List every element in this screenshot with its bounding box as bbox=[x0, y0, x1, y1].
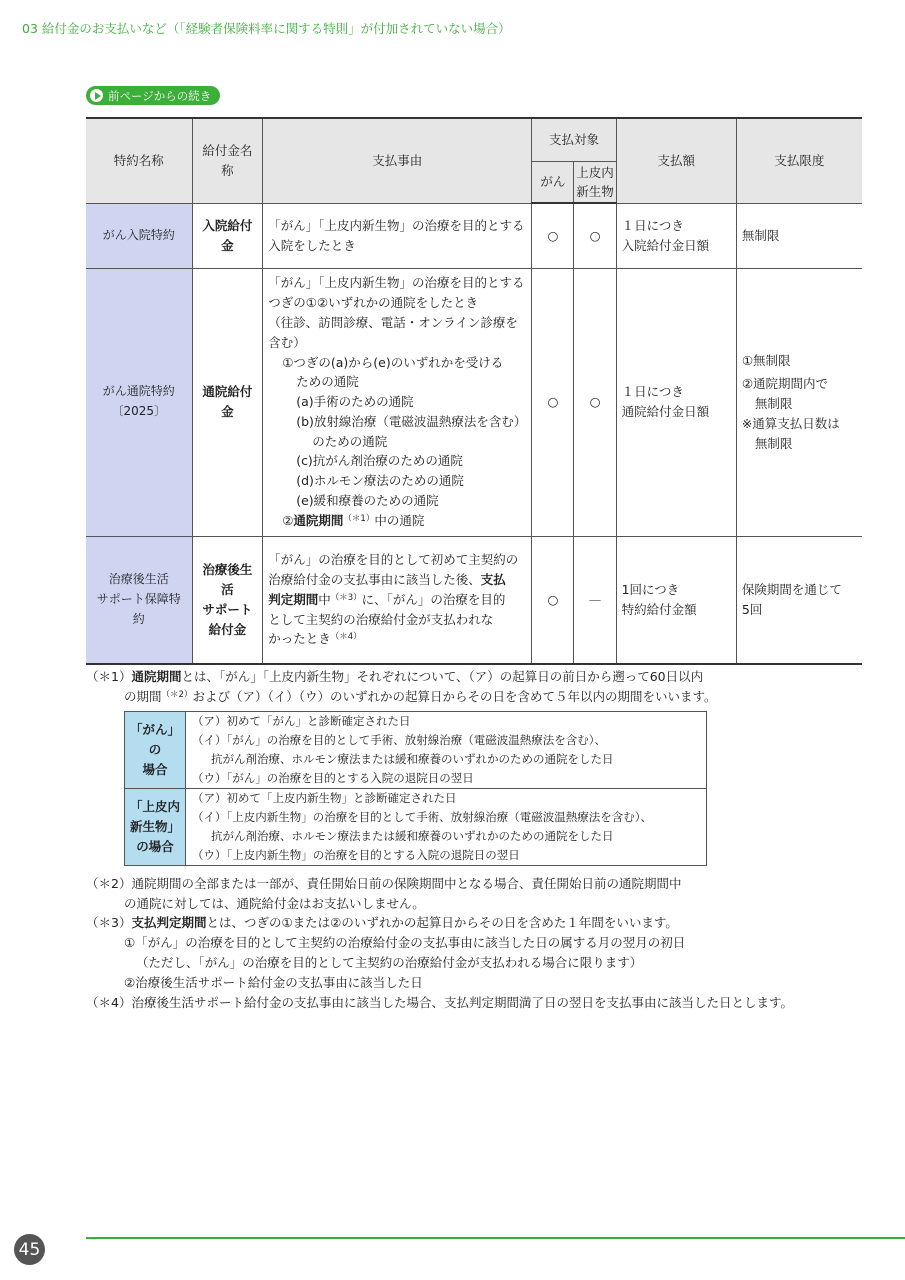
target-cancer-mark: ○ bbox=[532, 203, 574, 268]
target-intra-mark: ○ bbox=[574, 203, 616, 268]
header-target-cancer: がん bbox=[532, 161, 574, 203]
payment-reason: 「がん」「上皮内新生物」の治療を目的とする つぎの①②いずれかの通院をしたとき （往診、訪問診療、電話・オンライン診療を 含む） ①つぎの(a)から(e)のいずれかを受ける ための通院 (a)手術のための通院 (b)放射線治療（電磁波温熱療法を含む） のための通院 (c)抗がん剤治療のための通院 (d)ホルモン療法のための通院 (e)緩和療養のための通院 ②通院期間$^{(*1)}$中の通院 bbox=[263, 268, 532, 536]
continued-label: 前ページからの続き bbox=[108, 88, 212, 103]
intra-case-dates: （ア）初めて「上皮内新生物」と診断確定された日 （イ）「上皮内新生物」の治療を目的として手術、放射線治療（電磁波温熱療法を含む）、 抗がん剤治療、ホルモン療法または緩和療養のいずれかのための通院をした日 （ウ）「上皮内新生物」の治療を目的とする入院の退院日の翌日 bbox=[186, 789, 707, 866]
note-3: （＊3）支払判定期間とは、つぎの①または②のいずれかの起算日からその日を含めた１年間をいいます。 ①「がん」の治療を目的として主契約の治療給付金の支払事由に該当した日の属する月の翌月の初日 （ただし、「がん」の治療を目的として主契約の治療給付金が支払われる場合に限ります） ②治療後生活サポート給付金の支払事由に該当した日 bbox=[86, 915, 686, 990]
cancer-case-label: 「がん」の 場合 bbox=[125, 712, 186, 789]
target-intra-mark: — bbox=[574, 536, 616, 664]
target-cancer-mark: ○ bbox=[532, 268, 574, 536]
note-4: （＊4）治療後生活サポート給付金の支払事由に該当した場合、支払判定期間満了日の翌日を支払事由に該当した日とします。 bbox=[86, 995, 793, 1010]
payment-table bbox=[86, 117, 862, 665]
payment-reason: 「がん」の治療を目的として初めて主契約の 治療給付金の支払事由に該当した後、支払 判定期間中$^{(*3)}$に、「がん」の治療を目的 として主契約の治療給付金が支払われな かったとき$^{(*4)}$ bbox=[263, 536, 532, 664]
benefit-name: 入院給付金 bbox=[192, 203, 263, 268]
cancer-case-dates: （ア）初めて「がん」と診断確定された日 （イ）「がん」の治療を目的として手術、放射線治療（電磁波温熱療法を含む）、 抗がん剤治療、ホルモン療法または緩和療養のいずれかのための通院をした日 （ウ）「がん」の治療を目的とする入院の退院日の翌日 bbox=[186, 712, 707, 789]
target-intra-mark: ○ bbox=[574, 268, 616, 536]
table-row bbox=[86, 536, 862, 664]
header-rider-name: 特約名称 bbox=[86, 118, 192, 203]
rider-name: がん通院特約 〔2025〕 bbox=[86, 268, 192, 536]
note-1: （＊1）通院期間とは、「がん」「上皮内新生物」それぞれについて、（ア）の起算日の前日から遡って60日以内 の期間$^{(*2)}$および（ア）（イ）（ウ）のいずれかの起算日からその日を含めて５年以内の期間をいいます。 bbox=[86, 669, 717, 704]
note-2: （＊2）通院期間の全部または一部が、責任開始日前の保険期間中となる場合、責任開始日前の通院期間中 の通院に対しては、通院給付金はお支払いしません。 bbox=[86, 876, 682, 911]
payment-limit: ①無制限 ②通院期間内で 無制限 ※通算支払日数は 無制限 bbox=[736, 268, 862, 536]
header-amount: 支払額 bbox=[616, 118, 736, 203]
target-cancer-mark: ○ bbox=[532, 536, 574, 664]
benefit-name: 通院給付金 bbox=[192, 268, 263, 536]
continued-badge bbox=[86, 86, 220, 105]
benefit-name: 治療後生活 サポート 給付金 bbox=[192, 536, 263, 664]
header-limit: 支払限度 bbox=[736, 118, 862, 203]
header-benefit-name: 給付金名称 bbox=[192, 118, 263, 203]
page-number: 45 bbox=[14, 1234, 45, 1265]
play-icon bbox=[90, 89, 103, 102]
header-reason: 支払事由 bbox=[263, 118, 532, 203]
intra-case-label: 「上皮内 新生物」 の場合 bbox=[125, 789, 186, 866]
rider-name: がん入院特約 bbox=[86, 203, 192, 268]
start-date-table bbox=[124, 711, 707, 866]
section-header-title: 03 給付金のお支払いなど（「経験者保険料率に関する特則」が付加されていない場合） bbox=[22, 21, 511, 36]
header-target-intraepithelial: 上皮内 新生物 bbox=[574, 161, 616, 203]
payment-amount: １日につき 通院給付金日額 bbox=[616, 268, 736, 536]
payment-amount: １日につき 入院給付金日額 bbox=[616, 203, 736, 268]
header-target: 支払対象 bbox=[532, 118, 616, 161]
payment-reason: 「がん」「上皮内新生物」の治療を目的とする 入院をしたとき bbox=[263, 203, 532, 268]
table-row bbox=[86, 268, 862, 536]
payment-limit: 保険期間を通じて 5回 bbox=[736, 536, 862, 664]
payment-amount: 1回につき 特約給付金額 bbox=[616, 536, 736, 664]
rider-name: 治療後生活 サポート保障特約 bbox=[86, 536, 192, 664]
table-row bbox=[86, 203, 862, 268]
payment-limit: 無制限 bbox=[736, 203, 862, 268]
footer-rule bbox=[86, 1237, 905, 1239]
